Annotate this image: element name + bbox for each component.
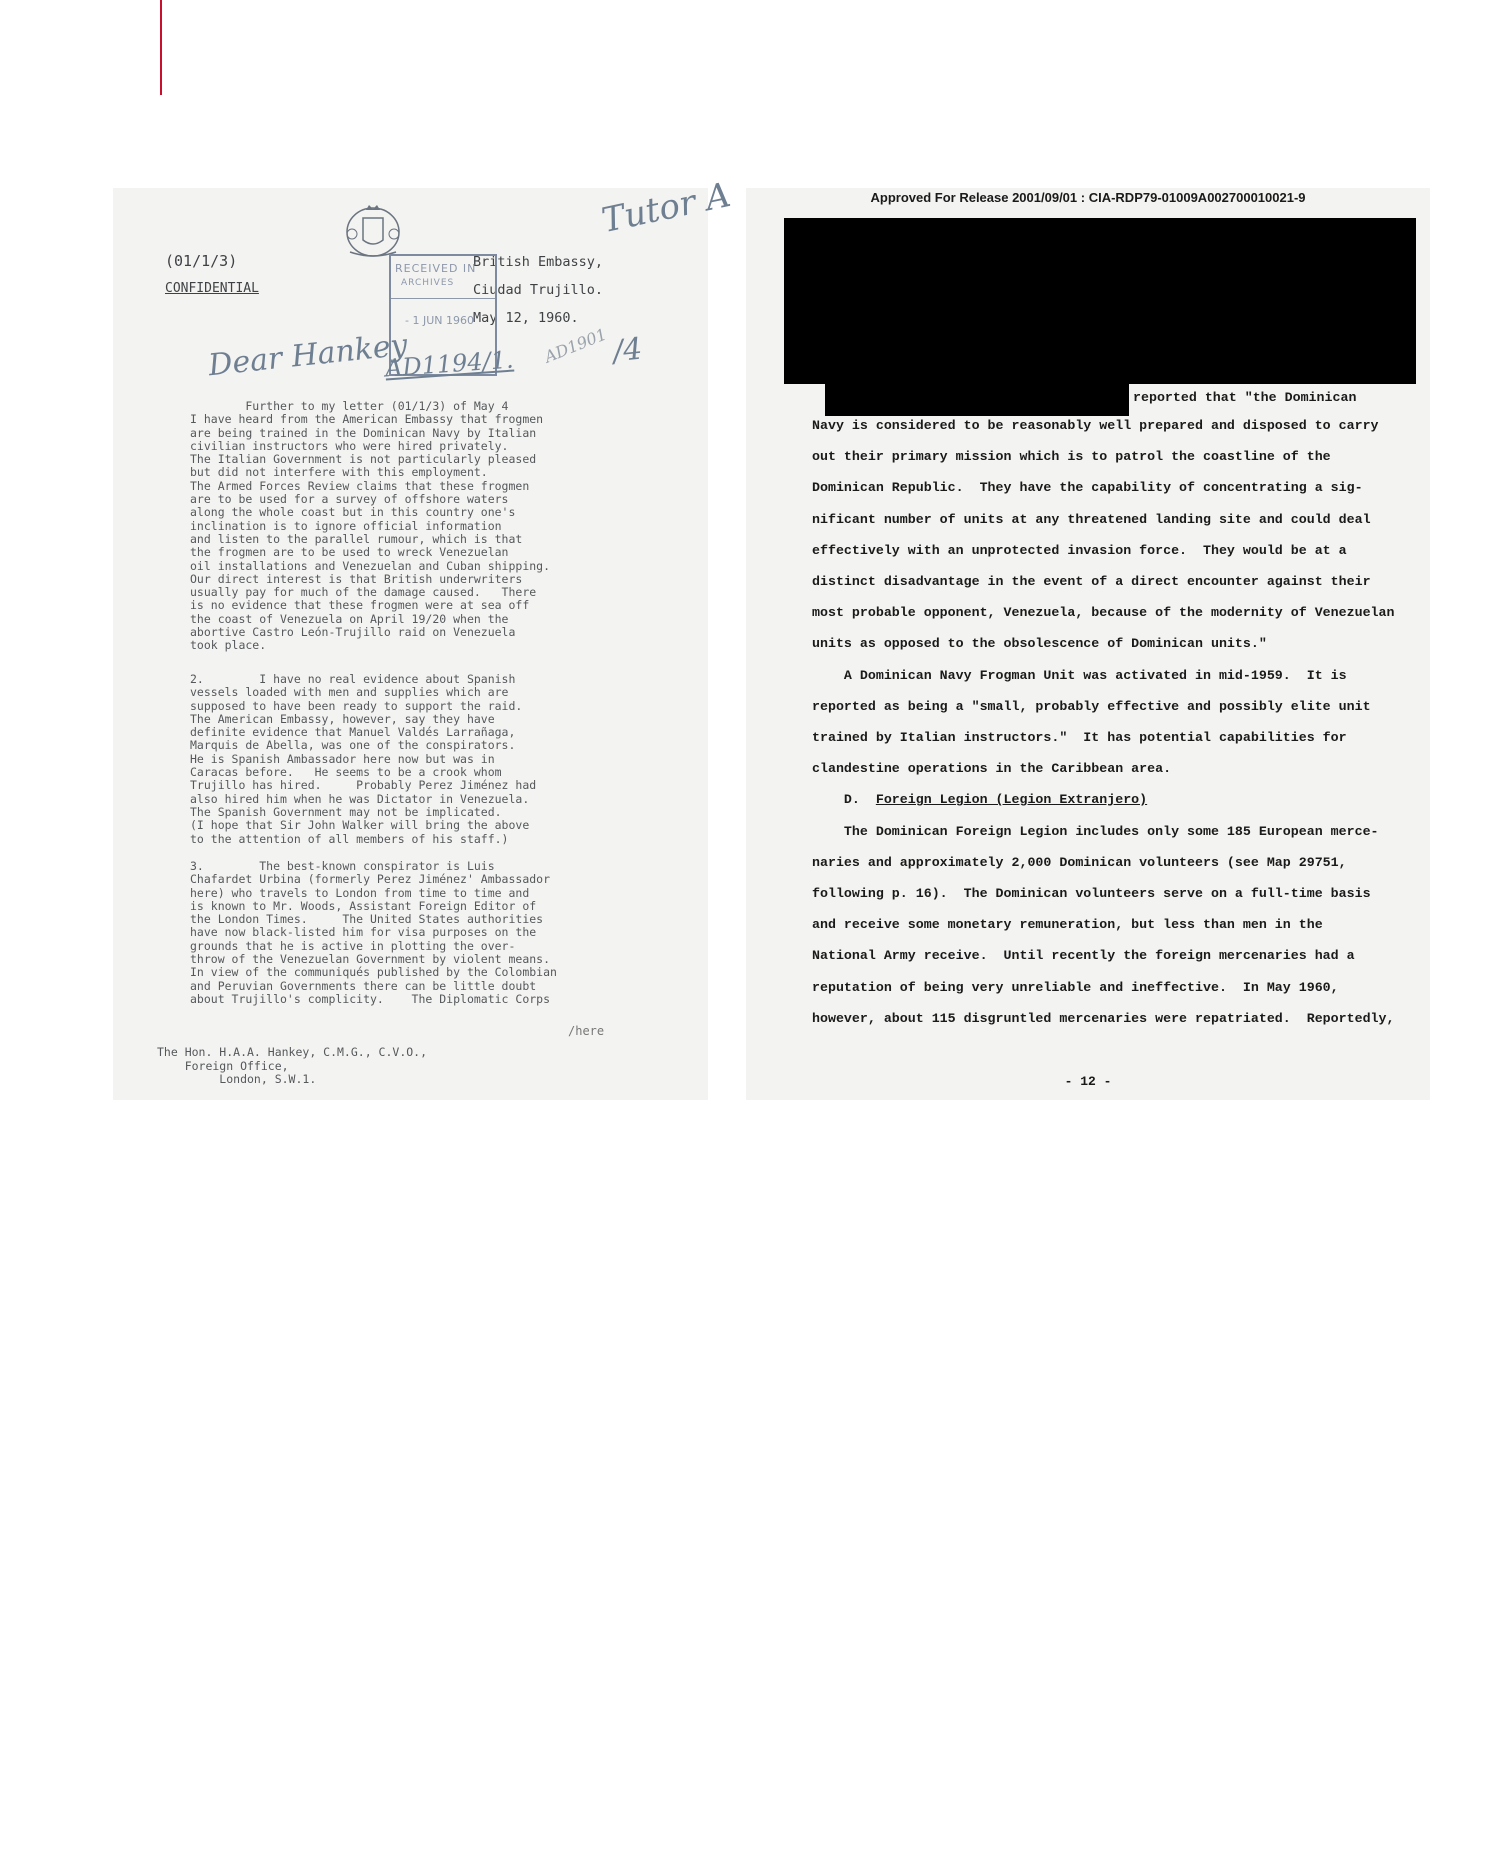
text-line: 2. I have no real evidence about Spanish [190,672,516,686]
text-line: took place. [190,638,267,653]
text-line: definite evidence that Manuel Valdés Larrañaga, [190,725,516,740]
report-line: and receive some monetary remuneration, but less than men in the [812,917,1323,933]
report-line: trained by Italian instructors." It has potential capabilities for [812,730,1347,746]
report-body [812,410,1412,1034]
report-line-fragment: reported that "the Dominican [1133,390,1357,405]
text-line: 3. The best-known conspirator is Luis [190,859,495,873]
report-line: reputation of being very unreliable and ineffective. In May 1960, [812,979,1339,995]
text-line: throw of the Venezuelan Government by violent means. [190,952,551,967]
red-margin-rule [160,0,162,95]
text-line: Marquis de Abella, was one of the conspirators. [190,738,516,753]
british-embassy-letter [113,174,735,1100]
recipient-line: London, S.W.1. [157,1072,317,1086]
text-line: the coast of Venezuela on April 19/20 when the [190,611,509,626]
stamp-date: - 1 JUN 1960 [405,314,474,327]
text-line: is no evidence that these frogmen were at sea off [190,598,530,613]
text-line: The Armed Forces Review claims that these frogmen [190,478,530,493]
report-line: however, about 115 disgruntled mercenaries were repatriated. Reportedly, [812,1010,1395,1026]
report-line: most probable opponent, Venezuela, because of the modernity of Venezuelan [812,605,1395,621]
text-line: and listen to the parallel rumour, which is that [190,531,523,546]
page-number: - 12 - [1064,1074,1112,1089]
text-line: civilian instructors who were hired privately. [190,438,509,453]
address-line: British Embassy, [473,254,604,270]
text-line: grounds that he is active in plotting the over- [190,938,516,953]
text-line: Trujillo has hired. Probably Perez Jiménez had [190,778,537,793]
text-line: also hired him when he was Dictator in Venezuela. [190,791,530,806]
text-line: The Spanish Government may not be implicated. [190,804,502,819]
report-line: A Dominican Navy Frogman Unit was activated in mid-1959. It is [812,667,1347,683]
report-line: distinct disadvantage in the event of a direct encounter against their [812,574,1371,590]
text-line: the London Times. The United States authorities [190,912,544,927]
text-line: oil installations and Venezuelan and Cuban shipping. [190,558,551,573]
text-line: (I hope that Sir John Walker will bring the above [190,818,530,833]
handwritten-reference-small: AD1901 [541,324,610,367]
handwritten-note: Tutor A [598,174,735,242]
handwritten-reference: AD1194/1. [384,345,515,383]
text-line: He is Spanish Ambassador here now but was in [190,751,495,766]
address-line: May 12, 1960. [473,310,579,326]
report-line: The Dominican Foreign Legion includes only some 185 European merce- [812,823,1379,839]
text-line: have now black-listed him for visa purposes on the [190,925,537,940]
report-line: units as opposed to the obsolescence of Dominican units." [812,636,1267,652]
text-line: Caracas before. He seems to be a crook whom [190,765,502,780]
text-line: I have heard from the American Embassy that frogmen [190,412,544,427]
report-line: clandestine operations in the Caribbean area. [812,761,1172,777]
text-line: Further to my letter (01/1/3) of May 4 [190,399,509,413]
letter-paragraph-1 [190,400,710,653]
stamp-line: ARCHIVES [401,278,455,288]
classification-label: CONFIDENTIAL [165,281,259,296]
text-line: usually pay for much of the damage caused. There [190,585,537,600]
text-line: are being trained in the Dominican Navy by Italian [190,425,537,440]
text-line: Our direct interest is that British underwriters [190,571,523,586]
report-line: effectively with an unprotected invasion force. They would be at a [812,542,1347,558]
release-header: Approved For Release 2001/09/01 : CIA-RDP79-01009A002700010021-9 [870,190,1306,205]
section-heading [812,784,1412,815]
section-prefix: D. [812,792,876,808]
text-line: supposed to have been ready to support the raid. [190,698,523,713]
continuation-marker: /here [568,1024,605,1038]
royal-crest-icon [338,200,408,260]
recipient-address [157,1046,427,1087]
handwritten-reference-number: /4 [611,331,644,370]
text-line: and Peruvian Governments there can be little doubt [190,978,537,993]
report-line: following p. 16). The Dominican volunteers serve on a full-time basis [812,886,1371,902]
recipient-line: The Hon. H.A.A. Hankey, C.M.G., C.V.O., [157,1045,428,1059]
text-line: to the attention of all members of his staff.) [190,831,509,846]
text-line: In view of the communiqués published by the Colombian [190,965,557,980]
stamp-line: RECEIVED IN [395,262,477,275]
report-line: nificant number of units at any threatened landing site and could deal [812,511,1371,527]
text-line: inclination is to ignore official information [190,518,502,533]
cia-report-page [746,188,1430,1100]
recipient-line: Foreign Office, [157,1058,289,1073]
text-line: but did not interfere with this employment. [190,465,488,480]
stamp-divider [391,298,495,299]
text-line: here) who travels to London from time to time and [190,885,530,900]
report-line: National Army receive. Until recently the foreign mercenaries had a [812,948,1355,964]
text-line: The Italian Government is not particularly pleased [190,452,537,467]
text-line: along the whole coast but in this country one's [190,505,516,520]
text-line: the frogmen are to be used to wreck Venezuelan [190,545,509,560]
section-title: Foreign Legion (Legion Extranjero) [875,792,1148,808]
salutation: Dear Hankey [206,327,410,384]
report-line: naries and approximately 2,000 Dominican volunteers (see Map 29751, [812,854,1347,870]
report-line: out their primary mission which is to patrol the coastline of the [812,449,1331,465]
text-line: is known to Mr. Woods, Assistant Foreign Editor of [190,898,537,913]
report-line: reported as being a "small, probably effective and possibly elite unit [812,698,1371,714]
text-line: abortive Castro León-Trujillo raid on Venezuela [190,625,516,640]
text-line: about Trujillo's complicity. The Diplomatic Corps [190,991,551,1006]
redaction-block [784,218,1416,384]
text-line: Chafardet Urbina (formerly Perez Jiménez' Ambassador [190,872,551,887]
report-line: Dominican Republic. They have the capability of concentrating a sig- [812,480,1363,496]
text-line: vessels loaded with men and supplies which are [190,685,509,700]
report-line: Navy is considered to be reasonably well prepared and disposed to carry [812,418,1379,433]
letter-reference: (01/1/3) [165,252,238,270]
address-line: Ciudad Trujillo. [473,282,604,298]
text-line: The American Embassy, however, say they have [190,711,495,726]
letter-paragraph-2 [190,673,710,846]
text-line: are to be used for a survey of offshore waters [190,492,509,507]
letter-paragraph-3 [190,860,710,1006]
